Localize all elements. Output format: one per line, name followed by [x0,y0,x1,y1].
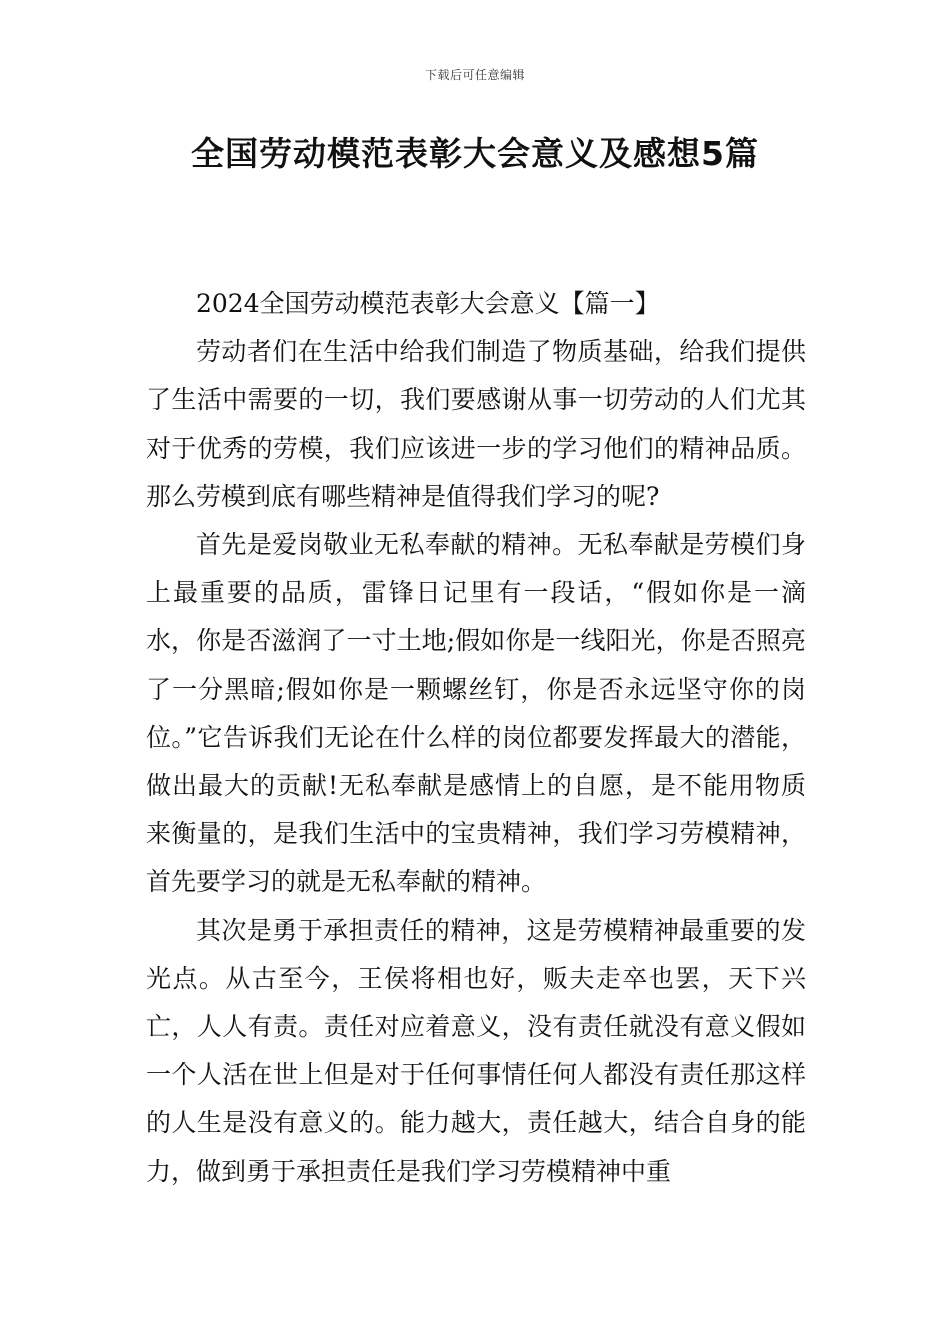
download-note: 下载后可任意编辑 [424,68,525,82]
paragraph-3: 其次是勇于承担责任的精神，这是劳模精神最重要的发光点。从古至今，王侯将相也好，贩夫走卒也罢，天下兴亡，人人有责。责任对应着意义，没有责任就没有意义假如一个人活在世上但是对于任何事情任何人都没有责任那这样的人生是没有意义的。能力越大，责任越大，结合自身的能力，做到勇于承担责任是我们学习劳模精神中重 [146,915,806,1186]
document-body [146,280,806,1196]
section-heading: 2024全国劳动模范表彰大会意义【篇一】 [196,289,660,318]
paragraph-2: 首先是爱岗敬业无私奉献的精神。无私奉献是劳模们身上最重要的品质，雷锋日记里有一段话，“假如你是一滴水，你是否滋润了一寸土地;假如你是一线阳光，你是否照亮了一分黑暗;假如你是一颗螺丝钉，你是否永远坚守你的岗位。”它告诉我们无论在什么样的岗位都要发挥最大的潜能，做出最大的贡献!无私奉献是感情上的自愿，是不能用物质来衡量的，是我们生活中的宝贵精神，我们学习劳模精神，首先要学习的就是无私奉献的精神。 [146,530,806,897]
paragraph-1: 劳动者们在生活中给我们制造了物质基础，给我们提供了生活中需要的一切，我们要感谢从事一切劳动的人们尤其对于优秀的劳模，我们应该进一步的学习他们的精神品质。那么劳模到底有哪些精神是值得我们学习的呢? [146,337,806,511]
document-title: 全国劳动模范表彰大会意义及感想5篇 [191,134,759,173]
